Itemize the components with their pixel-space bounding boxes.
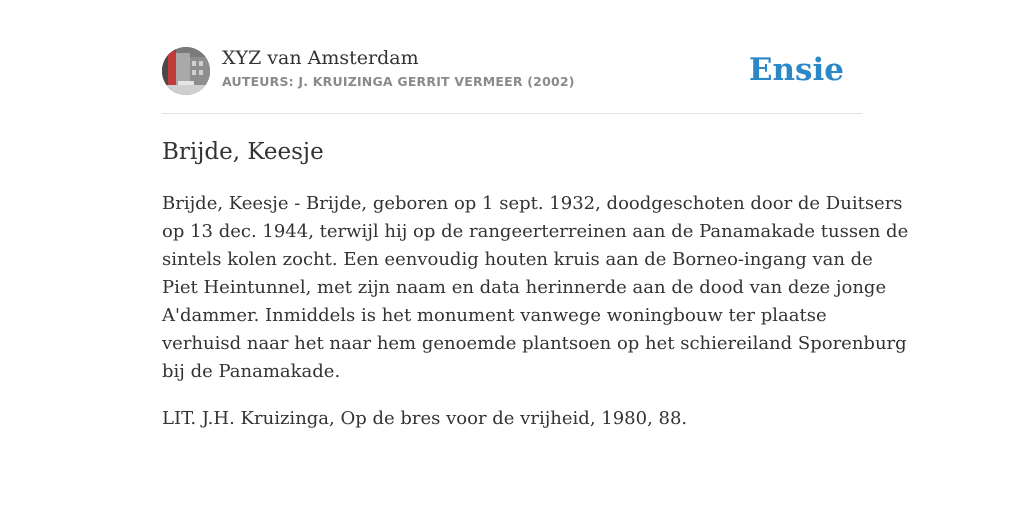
entry-description (162, 190, 909, 386)
book-title[interactable]: XYZ van Amsterdam (222, 47, 419, 69)
description-line: Piet Heintunnel, met zijn naam en data herinnerde aan de dood van deze jonge (162, 277, 887, 298)
book-cover-avatar[interactable] (162, 47, 210, 95)
entry-body (162, 190, 909, 452)
description-line: A'dammer. Inmiddels is het monument vanwege woningbouw ter plaatse (162, 305, 827, 326)
description-line: op 13 dec. 1944, terwijl hij op de rangeerterreinen aan de Panamakade tussen de (162, 221, 909, 242)
header-divider (162, 113, 862, 114)
description-line: sintels kolen zocht. Een eenvoudig houten kruis aan de Borneo-ingang van de (162, 249, 873, 270)
entry-literature: LIT. J.H. Kruizinga, Op de bres voor de vrijheid, 1980, 88. (162, 408, 688, 429)
book-authors: AUTEURS: J. KRUIZINGA GERRIT VERMEER (2002) (222, 74, 575, 89)
description-line: bij de Panamakade. (162, 361, 341, 382)
brand-logo[interactable]: Ensie (748, 52, 844, 88)
description-line: Brijde, Keesje - Brijde, geboren op 1 sept. 1932, doodgeschoten door de Duitsers (162, 193, 903, 214)
entry-title: Brijde, Keesje (162, 139, 324, 165)
description-line: verhuisd naar het naar hem genoemde plantsoen op het schiereiland Sporenburg (162, 333, 907, 354)
book-cover-icon (162, 47, 210, 95)
entry-header (162, 46, 862, 96)
